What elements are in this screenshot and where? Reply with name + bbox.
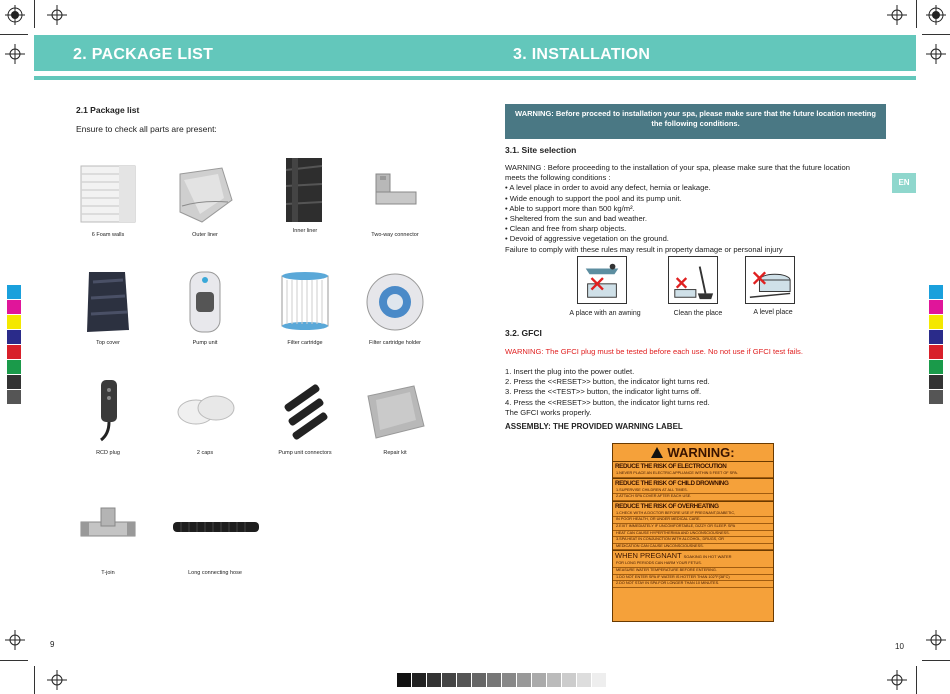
gray-swatch (442, 673, 456, 687)
color-calibration-bar-right (929, 285, 943, 405)
two-way-connector-image (362, 160, 428, 228)
gray-swatch (562, 673, 576, 687)
left-page-title: 2. PACKAGE LIST (73, 46, 214, 63)
registration-mark-icon (887, 670, 907, 690)
awning-pictogram (577, 256, 627, 304)
warning-label-electrocution-lines (613, 471, 773, 478)
package-item-label: Inner liner (292, 228, 318, 234)
text-line: The GFCI works properly. (505, 407, 592, 417)
gray-swatch (532, 673, 546, 687)
package-item-label: Repair kit (383, 450, 407, 456)
crop-line (0, 34, 28, 35)
color-swatch (929, 390, 943, 405)
package-list-subtitle: 2.1 Package list (76, 105, 140, 115)
text-line: • Wide enough to support the pool and its pump unit. (505, 193, 682, 203)
color-swatch (7, 315, 21, 330)
gray-swatch (547, 673, 561, 687)
text-line: 3.SPA HEAT IN CONJUNCTION WITH ALCOHOL, DRUGS, OR (613, 537, 773, 544)
registration-mark-icon (926, 5, 946, 25)
package-item (160, 268, 250, 346)
text-line: 2.DO NOT STAY IN SPA FOR LONGER THAN 10 MINUTES. (613, 581, 773, 588)
text-line: • Able to support more than 500 kg/m². (505, 203, 635, 213)
color-swatch (7, 375, 21, 390)
crop-line (922, 34, 950, 35)
color-swatch (929, 330, 943, 345)
package-item (63, 378, 153, 456)
package-item (63, 268, 153, 346)
color-swatch (929, 315, 943, 330)
crop-line (916, 666, 917, 694)
right-page-title: 3. INSTALLATION (513, 46, 651, 63)
caps-image (172, 378, 238, 446)
package-item-label: Long connecting hose (188, 570, 242, 576)
gray-swatch (457, 673, 471, 687)
rcd-plug-image (75, 378, 141, 446)
warning-label-pregnant-heading (613, 550, 773, 561)
registration-mark-icon (47, 5, 67, 25)
package-list-intro: Ensure to check all parts are present: (76, 124, 217, 134)
t-join-image (75, 498, 141, 566)
text-line: 1.CHECK WITH A DOCTOR BEFORE USE IF PREGNANT,DIABETIC, (613, 511, 773, 518)
warning-label-title-text: WARNING: (667, 445, 735, 460)
color-swatch (7, 300, 21, 315)
warning-label-overheating-lines (613, 511, 773, 551)
package-item-label: Pump unit connectors (278, 450, 332, 456)
package-item (260, 268, 350, 346)
warning-label-heading: REDUCE THE RISK OF OVERHEATING (613, 501, 773, 511)
left-page-number: 9 (50, 640, 55, 649)
package-item-label: 6 Foam walls (91, 232, 125, 238)
text-line: meets the following conditions : (505, 173, 611, 183)
gfci-steps (505, 367, 890, 418)
package-item (165, 498, 265, 576)
gray-swatch (517, 673, 531, 687)
text-line: 2.EXIT IMMEDIATELY IF UNCOMFORTABLE, DIZZY OR SLEEP. SPA (613, 524, 773, 531)
package-item (260, 378, 350, 456)
crop-line (34, 0, 35, 28)
registration-mark-icon (5, 5, 25, 25)
text-line: HEAT CAN CAUSE HYPERTHERMIA AND UNCONSCIOUSNESS. (613, 531, 773, 538)
gray-swatch (412, 673, 426, 687)
package-item-label: Two-way connector (371, 232, 419, 238)
gfci-title: 3.2. GFCI (505, 328, 542, 338)
pump-unit-image (172, 268, 238, 336)
right-page-number: 10 (895, 642, 904, 651)
text-line: FOR LONG PERIODS CAN HARM YOUR FETUS. (613, 561, 773, 568)
level-place-pictogram-label: A level place (753, 309, 793, 316)
language-tab-en: EN (892, 173, 916, 193)
text-line: • Clean and free from sharp objects. (505, 224, 627, 234)
warning-triangle-icon (651, 447, 663, 458)
text-line: 1. Insert the plug into the power outlet. (505, 367, 635, 376)
package-item-label: RCD plug (96, 450, 120, 456)
package-item (260, 156, 350, 234)
color-calibration-bar-left (7, 285, 21, 405)
package-item-label: Outer liner (192, 232, 218, 238)
pump-connectors-image (272, 378, 338, 446)
color-swatch (7, 390, 21, 405)
registration-mark-icon (926, 44, 946, 64)
level-place-pictogram (745, 256, 795, 304)
assembly-title: ASSEMBLY: THE PROVIDED WARNING LABEL (505, 422, 683, 431)
registration-mark-icon (887, 5, 907, 25)
package-item (160, 378, 250, 456)
filter-holder-image (362, 268, 428, 336)
package-item-label: 2 caps (196, 450, 214, 456)
gray-swatch (487, 673, 501, 687)
pregnant-small-text: SOAKING IN HOT WATER (683, 554, 732, 560)
color-swatch (7, 285, 21, 300)
crop-line (34, 666, 35, 694)
registration-mark-icon (5, 630, 25, 650)
crop-line (922, 660, 950, 661)
clean-place-pictogram-label: Clean the place (673, 310, 723, 317)
registration-mark-icon (47, 670, 67, 690)
warning-label (612, 443, 774, 622)
package-item (350, 378, 440, 456)
package-item (63, 160, 153, 238)
color-swatch (7, 330, 21, 345)
gray-swatch (472, 673, 486, 687)
site-selection-text (505, 163, 890, 255)
package-item-label: Top cover (96, 340, 120, 346)
text-line: IN POOR HEALTH, OR UNDER MEDICAL CARE. (613, 517, 773, 524)
hose-image (165, 498, 265, 566)
top-cover-image (75, 268, 141, 336)
package-item (160, 160, 250, 238)
package-item-label: Filter cartridge (287, 340, 323, 346)
awning-pictogram-label: A place with an awning (569, 310, 641, 317)
site-selection-title: 3.1. Site selection (505, 145, 577, 155)
warning-label-pregnant-lines (613, 561, 773, 587)
text-line: 4. Press the <<RESET>> button, the indicator light turns red. (505, 397, 710, 407)
header-rule (34, 76, 916, 80)
text-line: • A level place in order to avoid any defect, hernia or leakage. (505, 183, 711, 193)
installation-warning-banner: WARNING: Before proceed to installation your spa, please make sure that the future location meeting the following conditions. (505, 104, 886, 139)
color-swatch (929, 300, 943, 315)
inner-liner-image (272, 156, 338, 224)
text-line: • Devoid of aggressive vegetation on the ground. (505, 234, 669, 244)
gray-swatch (577, 673, 591, 687)
color-swatch (929, 285, 943, 300)
clean-place-pictogram (668, 256, 718, 304)
package-item-label: Pump unit (192, 340, 218, 346)
gray-swatch (502, 673, 516, 687)
color-swatch (929, 345, 943, 360)
pregnant-big-text: WHEN PREGNANT (615, 551, 682, 561)
package-item-label: T-join (101, 570, 115, 576)
color-swatch (7, 360, 21, 375)
gray-swatch (397, 673, 411, 687)
foam-walls-image (75, 160, 141, 228)
gray-calibration-bar (397, 673, 607, 687)
gfci-warning: WARNING: The GFCI plug must be tested before each use. No not use if GFCI test fails. (505, 347, 803, 356)
text-line: MEASURE WATER TEMPERATURE BEFORE ENTERING. (613, 568, 773, 575)
gray-swatch (592, 673, 606, 687)
registration-mark-icon (926, 630, 946, 650)
outer-liner-image (172, 160, 238, 228)
color-swatch (929, 360, 943, 375)
warning-label-drowning-lines (613, 488, 773, 501)
text-line: 1.SUPERVISE CHILDREN AT ALL TIMES. (613, 488, 773, 495)
text-line: Failure to comply with these rules may result in property damage or personal injury (505, 244, 783, 254)
warning-label-heading: REDUCE THE RISK OF CHILD DROWNING (613, 478, 773, 488)
text-line: 1.DO NOT ENTER SPA IF WATER IS HOTTER THAN 102°F(38°C) (613, 575, 773, 582)
text-line: • Sheltered from the sun and bad weather. (505, 214, 647, 224)
warning-label-heading: REDUCE THE RISK OF ELECTROCUTION (615, 463, 727, 470)
text-line: 2.ATTACH SPA COVER AFTER EACH USE. (613, 494, 773, 501)
package-item (63, 498, 153, 576)
registration-mark-icon (5, 44, 25, 64)
text-line: 3. Press the <<TEST>> button, the indicator light turns off. (505, 387, 702, 397)
text-line: 2. Press the <<RESET>> button, the indicator light turns red. (505, 377, 710, 387)
package-item (350, 160, 440, 238)
crop-line (916, 0, 917, 28)
package-item-label: Filter cartridge holder (369, 340, 421, 346)
gray-swatch (427, 673, 441, 687)
package-item (350, 268, 440, 346)
text-line: WARNING : Before proceeding to the installation of your spa, please make sure that the future location (505, 163, 850, 172)
color-swatch (7, 345, 21, 360)
filter-cartridge-image (272, 268, 338, 336)
repair-kit-image (362, 378, 428, 446)
warning-label-title (613, 444, 773, 462)
crop-line (0, 660, 28, 661)
color-swatch (929, 375, 943, 390)
text-line: 1.NEVER PLACE AN ELECTRIC APPLIANCE WITHIN 5 FEET OF SPA. (613, 471, 773, 478)
text-line: MEDICATION CAN CAUSE UNCONSCIOUSNESS. (613, 544, 773, 551)
